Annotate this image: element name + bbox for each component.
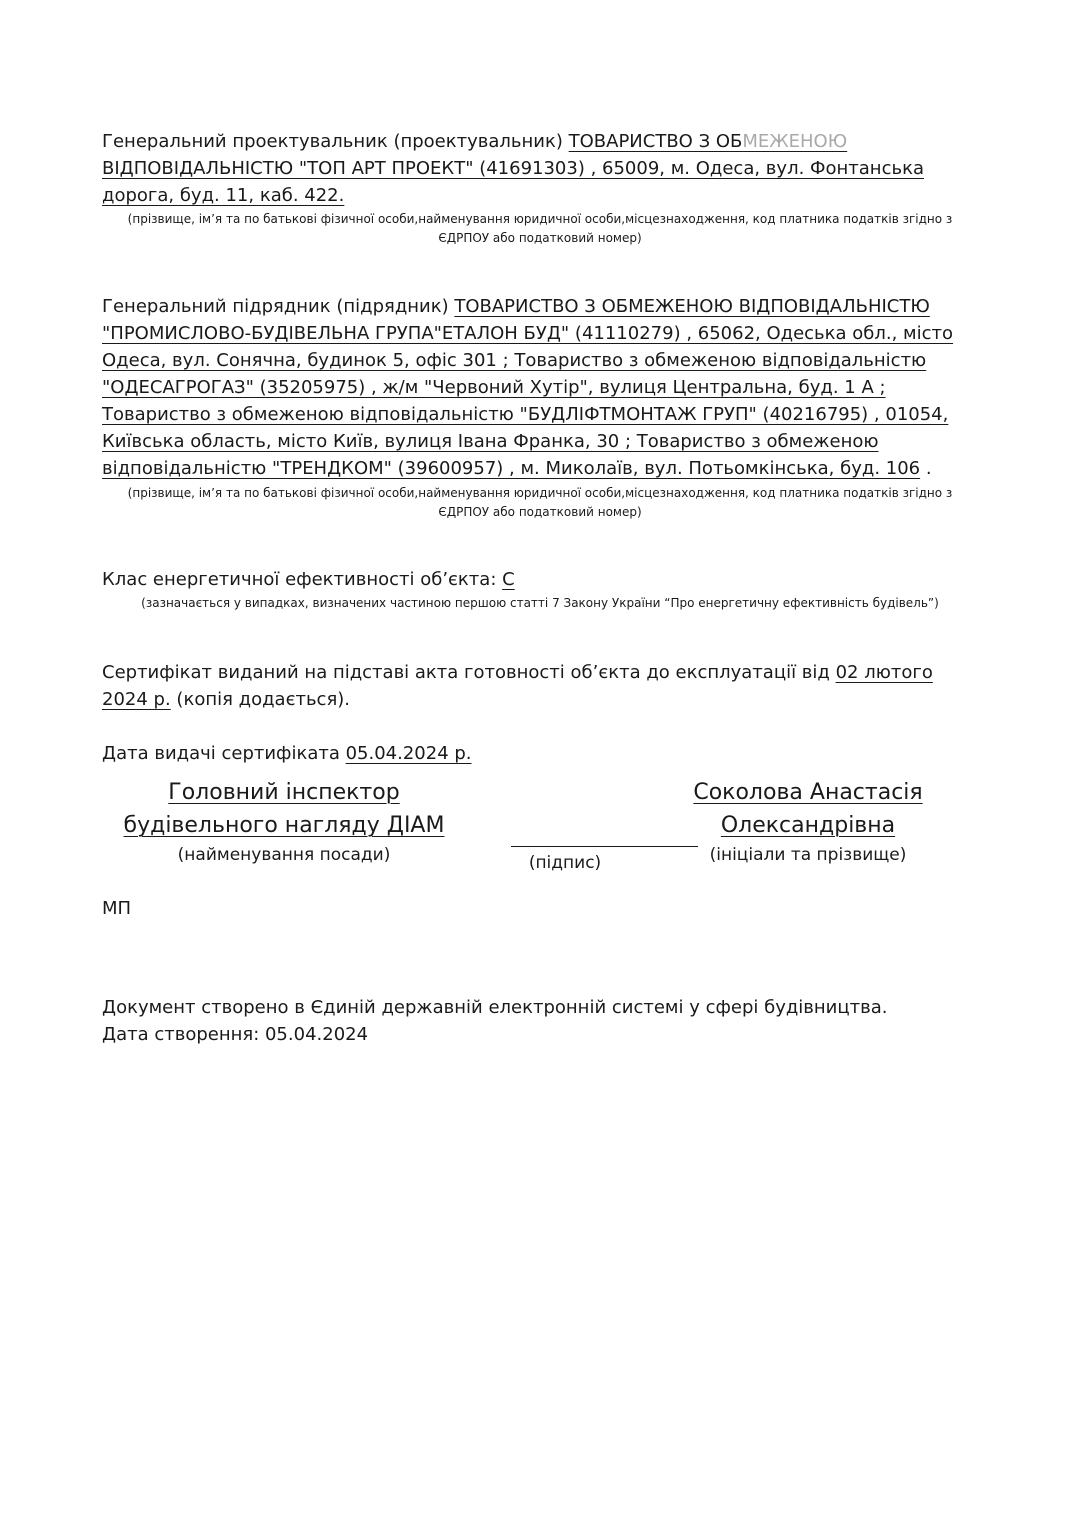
position-caption: (найменування посади) xyxy=(177,845,391,865)
basis-date: 02 лютого 2024 р. xyxy=(102,662,933,710)
general-designer-section xyxy=(102,128,972,209)
footer-line2: Дата створення: 05.04.2024 xyxy=(102,1024,369,1045)
signatory-name-caption: (ініціали та прізвище) xyxy=(709,845,907,865)
signatory-name xyxy=(668,776,948,842)
position-title xyxy=(104,776,464,842)
stamp-label: МП xyxy=(102,898,132,919)
general-contractor-suffix: . xyxy=(920,458,932,479)
energy-class-section xyxy=(102,566,972,593)
position-title-line1: Головний інспектор xyxy=(168,780,400,805)
general-contractor-value: ТОВАРИСТВО З ОБМЕЖЕНОЮ ВІДПОВІДАЛЬНІСТЮ "ПРОМИСЛОВО-БУДІВЕЛЬНА ГРУПА"ЕТАЛОН БУД" (41110279) , 65062, Одеська обл., місто Одеса, вул. Сонячна, будинок 5, офіс 301 ; Товариство з обмеженою відповідальністю "ОДЕСАГРОГАЗ" (35205975) , ж/м "Червоний Хутір", вулиця Центральна, буд. 1 А ; Товариство з обмеженою відповідальністю "БУДЛІФТМОНТАЖ ГРУП" (40216795) , 01054, Київська область, місто Київ, вулиця Івана Франка, 30 ; Товариство з обмеженою відповідальністю "ТРЕНДКОМ" (39600957) , м. Миколаїв, вул. Потьомкінська, буд. 106 xyxy=(102,296,954,479)
signatory-name-line1: Соколова Анастасія xyxy=(693,780,923,805)
signatory-name-line2: Олександрівна xyxy=(720,813,896,838)
general-designer-note: (прізвище, ім’я та по батькові фізичної особи,найменування юридичної особи,місцезнаходження, код платника податків згідно з ЄДРПОУ або податковий номер) xyxy=(127,212,953,245)
basis-suffix: (копія додається). xyxy=(176,689,351,710)
general-contractor-note: (прізвище, ім’я та по батькові фізичної особи,найменування юридичної особи,місцезнаходження, код платника податків згідно з ЄДРПОУ або податковий номер) xyxy=(127,486,953,519)
general-designer-value-faded: МЕЖЕНОЮ xyxy=(742,131,848,152)
basis-text: Сертифікат виданий на підставі акта готовності об’єкта до експлуатації від xyxy=(102,662,830,683)
general-designer-label: Генеральний проектувальник (проектувальник) xyxy=(102,131,563,152)
issue-date-value: 05.04.2024 р. xyxy=(345,743,472,764)
basis-section xyxy=(102,659,972,713)
signature-caption: (підпис) xyxy=(528,853,602,873)
general-contractor-label: Генеральний підрядник (підрядник) xyxy=(102,296,449,317)
issue-date-label: Дата видачі сертифіката xyxy=(102,743,340,764)
position-title-line2: будівельного нагляду ДІАМ xyxy=(123,813,445,838)
general-designer-value-start: ТОВАРИСТВО З ОБ xyxy=(568,131,743,152)
general-designer-value-rest: ВІДПОВІДАЛЬНІСТЮ "ТОП АРТ ПРОЕКТ" (41691303) , 65009, м. Одеса, вул. Фонтанська дорога, буд. 11, каб. 422. xyxy=(102,158,924,206)
energy-class-value: С xyxy=(502,569,515,590)
footer xyxy=(102,994,972,1048)
general-contractor-section xyxy=(102,293,972,482)
issue-date-section xyxy=(102,740,972,767)
energy-class-label: Клас енергетичної ефективності об’єкта: xyxy=(102,569,497,590)
energy-class-note: (зазначається у випадках, визначених частиною першою статті 7 Закону України “Про енергетичну ефективність будівель”) xyxy=(141,596,939,610)
footer-line1: Документ створено в Єдиній державній електронній системі у сфері будівництва. xyxy=(102,997,888,1018)
